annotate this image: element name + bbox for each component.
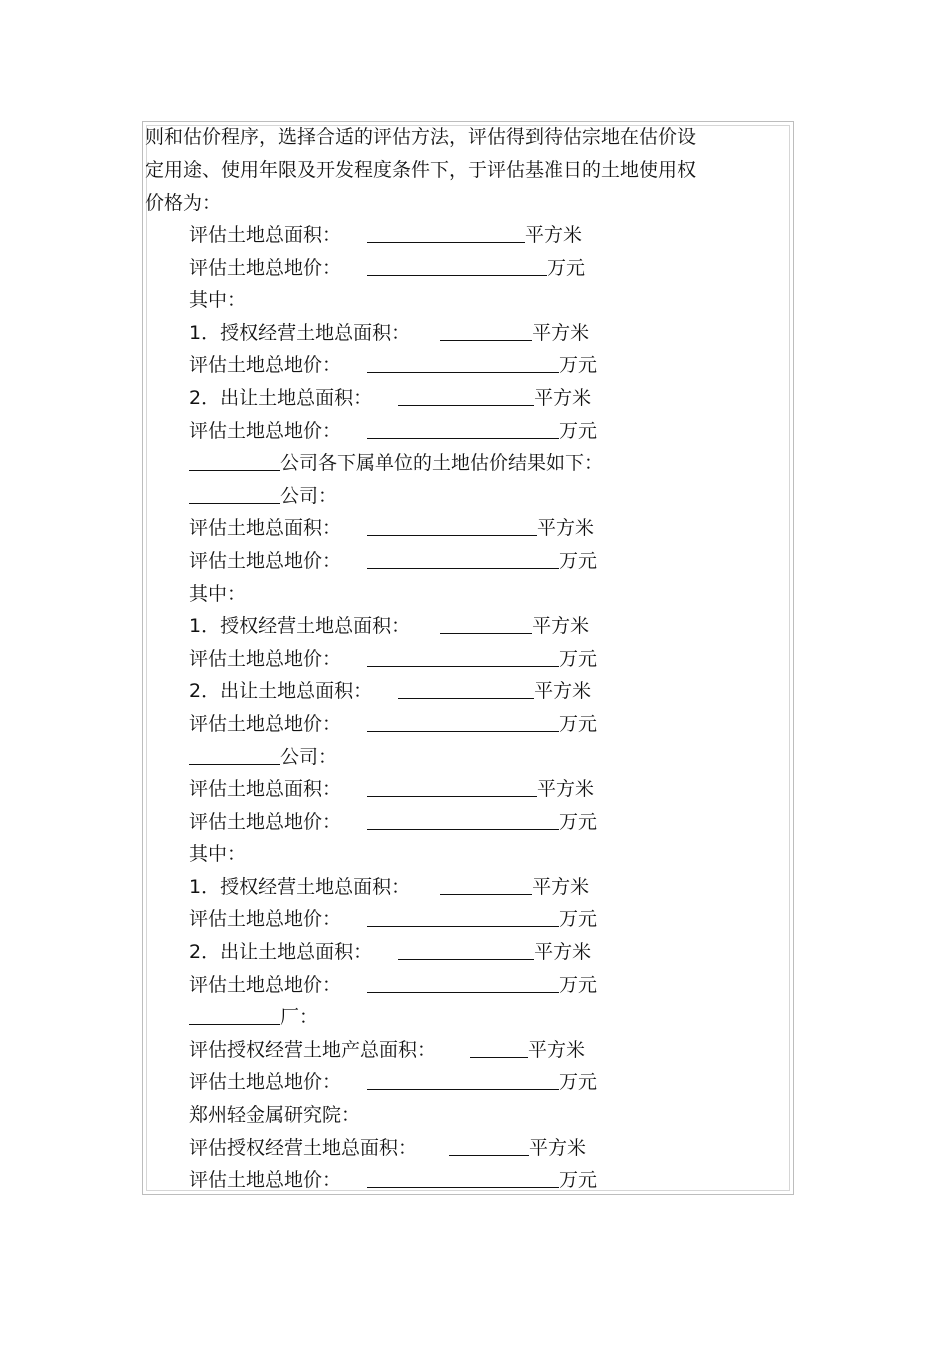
unit-label: 平方米 xyxy=(528,1038,586,1061)
intro-line: 价格为： xyxy=(145,192,222,214)
valuation-row xyxy=(189,1099,603,1132)
unit-label: 万元 xyxy=(559,1071,598,1094)
row-label: 评估土地总面积： xyxy=(189,517,342,540)
unit-label: 万元 xyxy=(559,549,598,572)
unit-label: 万元 xyxy=(559,419,598,442)
fill-in-blank[interactable] xyxy=(367,352,559,373)
unit-label: 万元 xyxy=(559,810,598,833)
fill-in-blank[interactable] xyxy=(367,515,537,536)
fill-in-blank[interactable] xyxy=(367,418,559,439)
row-label: 评估土地总面积： xyxy=(189,778,342,801)
fill-in-blank[interactable] xyxy=(367,906,559,927)
valuation-list xyxy=(189,219,603,1197)
valuation-row xyxy=(189,252,603,285)
valuation-row xyxy=(189,578,603,611)
fill-in-blank[interactable] xyxy=(367,776,537,797)
unit-label: 平方米 xyxy=(534,386,592,409)
valuation-row xyxy=(189,1034,603,1067)
unit-label: 平方米 xyxy=(532,321,590,344)
fill-in-blank[interactable] xyxy=(367,972,559,993)
row-label: 1．授权经营土地总面积： xyxy=(189,875,411,898)
valuation-row xyxy=(189,806,603,839)
valuation-row xyxy=(189,903,603,936)
fill-in-blank[interactable] xyxy=(367,548,559,569)
unit-label: 万元 xyxy=(559,354,598,377)
unit-label: 平方米 xyxy=(537,517,595,540)
unit-label: 平方米 xyxy=(534,680,592,703)
valuation-row xyxy=(189,382,603,415)
row-label: 评估土地总地价： xyxy=(189,549,342,572)
fill-in-blank[interactable] xyxy=(189,744,280,765)
valuation-row xyxy=(189,480,603,513)
unit-label: 万元 xyxy=(547,256,586,279)
fill-in-blank[interactable] xyxy=(449,1135,529,1156)
row-label: 2．出让土地总面积： xyxy=(189,680,373,703)
row-label: 评估授权经营土地产总面积： xyxy=(189,1038,437,1061)
row-label: 评估土地总地价： xyxy=(189,973,342,996)
fill-in-blank[interactable] xyxy=(367,711,559,732)
unit-label: 平方米 xyxy=(532,615,590,638)
fill-in-blank[interactable] xyxy=(367,255,547,276)
valuation-row xyxy=(189,219,603,252)
fill-in-blank[interactable] xyxy=(440,613,532,634)
unit-label: 平方米 xyxy=(537,778,595,801)
unit-label: 平方米 xyxy=(532,875,590,898)
valuation-row xyxy=(189,512,603,545)
fill-in-blank[interactable] xyxy=(367,809,559,830)
valuation-row xyxy=(189,1132,603,1165)
valuation-row xyxy=(189,871,603,904)
valuation-row xyxy=(189,349,603,382)
fill-in-blank[interactable] xyxy=(189,450,280,471)
valuation-row xyxy=(189,838,603,871)
row-label: 其中： xyxy=(189,289,247,312)
row-label: 评估土地总地价： xyxy=(189,647,342,670)
row-label: 评估土地总地价： xyxy=(189,810,342,833)
unit-label: 万元 xyxy=(559,1169,598,1192)
fill-in-blank[interactable] xyxy=(367,222,525,243)
fill-in-blank[interactable] xyxy=(440,320,532,341)
unit-label: 万元 xyxy=(559,647,598,670)
row-label: 1．授权经营土地总面积： xyxy=(189,321,411,344)
valuation-row xyxy=(189,610,603,643)
valuation-row xyxy=(189,773,603,806)
valuation-row xyxy=(189,545,603,578)
row-label: 公司： xyxy=(280,745,338,768)
row-label: 评估土地总地价： xyxy=(189,908,342,931)
valuation-row xyxy=(189,643,603,676)
fill-in-blank[interactable] xyxy=(398,939,534,960)
valuation-row xyxy=(189,317,603,350)
row-label: 评估土地总地价： xyxy=(189,256,342,279)
row-label: 其中： xyxy=(189,582,247,605)
fill-in-blank[interactable] xyxy=(398,385,534,406)
row-label: 2．出让土地总面积： xyxy=(189,386,373,409)
unit-label: 平方米 xyxy=(525,224,583,246)
row-label: 评估土地总面积： xyxy=(189,224,342,246)
intro-line: 定用途、使用年限及开发程度条件下，于评估基准日的土地使用权 xyxy=(145,159,697,181)
unit-label: 万元 xyxy=(559,908,598,931)
valuation-row xyxy=(189,675,603,708)
row-label: 2．出让土地总面积： xyxy=(189,941,373,964)
valuation-row xyxy=(189,741,603,774)
valuation-row xyxy=(189,447,603,480)
valuation-row xyxy=(189,284,603,317)
row-label: 评估土地总地价： xyxy=(189,712,342,735)
row-label: 厂： xyxy=(280,1006,319,1029)
intro-line: 则和估价程序，选择合适的评估方法，评估得到待估宗地在估价设 xyxy=(145,126,697,148)
row-label: 评估授权经营土地总面积： xyxy=(189,1136,418,1159)
fill-in-blank[interactable] xyxy=(367,1069,559,1090)
valuation-row xyxy=(189,415,603,448)
valuation-row xyxy=(189,1066,603,1099)
valuation-row xyxy=(189,1164,603,1197)
valuation-row xyxy=(189,1001,603,1034)
row-label: 评估土地总地价： xyxy=(189,1071,342,1094)
unit-label: 平方米 xyxy=(529,1136,587,1159)
row-label: 公司各下属单位的土地估价结果如下： xyxy=(280,452,604,475)
unit-label: 万元 xyxy=(559,712,598,735)
valuation-row xyxy=(189,708,603,741)
unit-label: 万元 xyxy=(559,973,598,996)
fill-in-blank[interactable] xyxy=(367,1167,559,1188)
fill-in-blank[interactable] xyxy=(440,874,532,895)
row-label: 评估土地总地价： xyxy=(189,354,342,377)
fill-in-blank[interactable] xyxy=(367,646,559,667)
row-label: 1．授权经营土地总面积： xyxy=(189,615,411,638)
row-label: 其中： xyxy=(189,843,247,866)
intro-paragraph xyxy=(145,121,785,220)
row-label: 评估土地总地价： xyxy=(189,419,342,442)
unit-label: 平方米 xyxy=(534,941,592,964)
fill-in-blank[interactable] xyxy=(189,483,280,504)
row-label: 评估土地总地价： xyxy=(189,1169,342,1192)
fill-in-blank[interactable] xyxy=(189,1004,280,1025)
valuation-row xyxy=(189,969,603,1002)
row-label: 郑州轻金属研究院： xyxy=(189,1104,361,1127)
fill-in-blank[interactable] xyxy=(470,1037,528,1058)
fill-in-blank[interactable] xyxy=(398,678,534,699)
valuation-row xyxy=(189,936,603,969)
row-label: 公司： xyxy=(280,484,338,507)
